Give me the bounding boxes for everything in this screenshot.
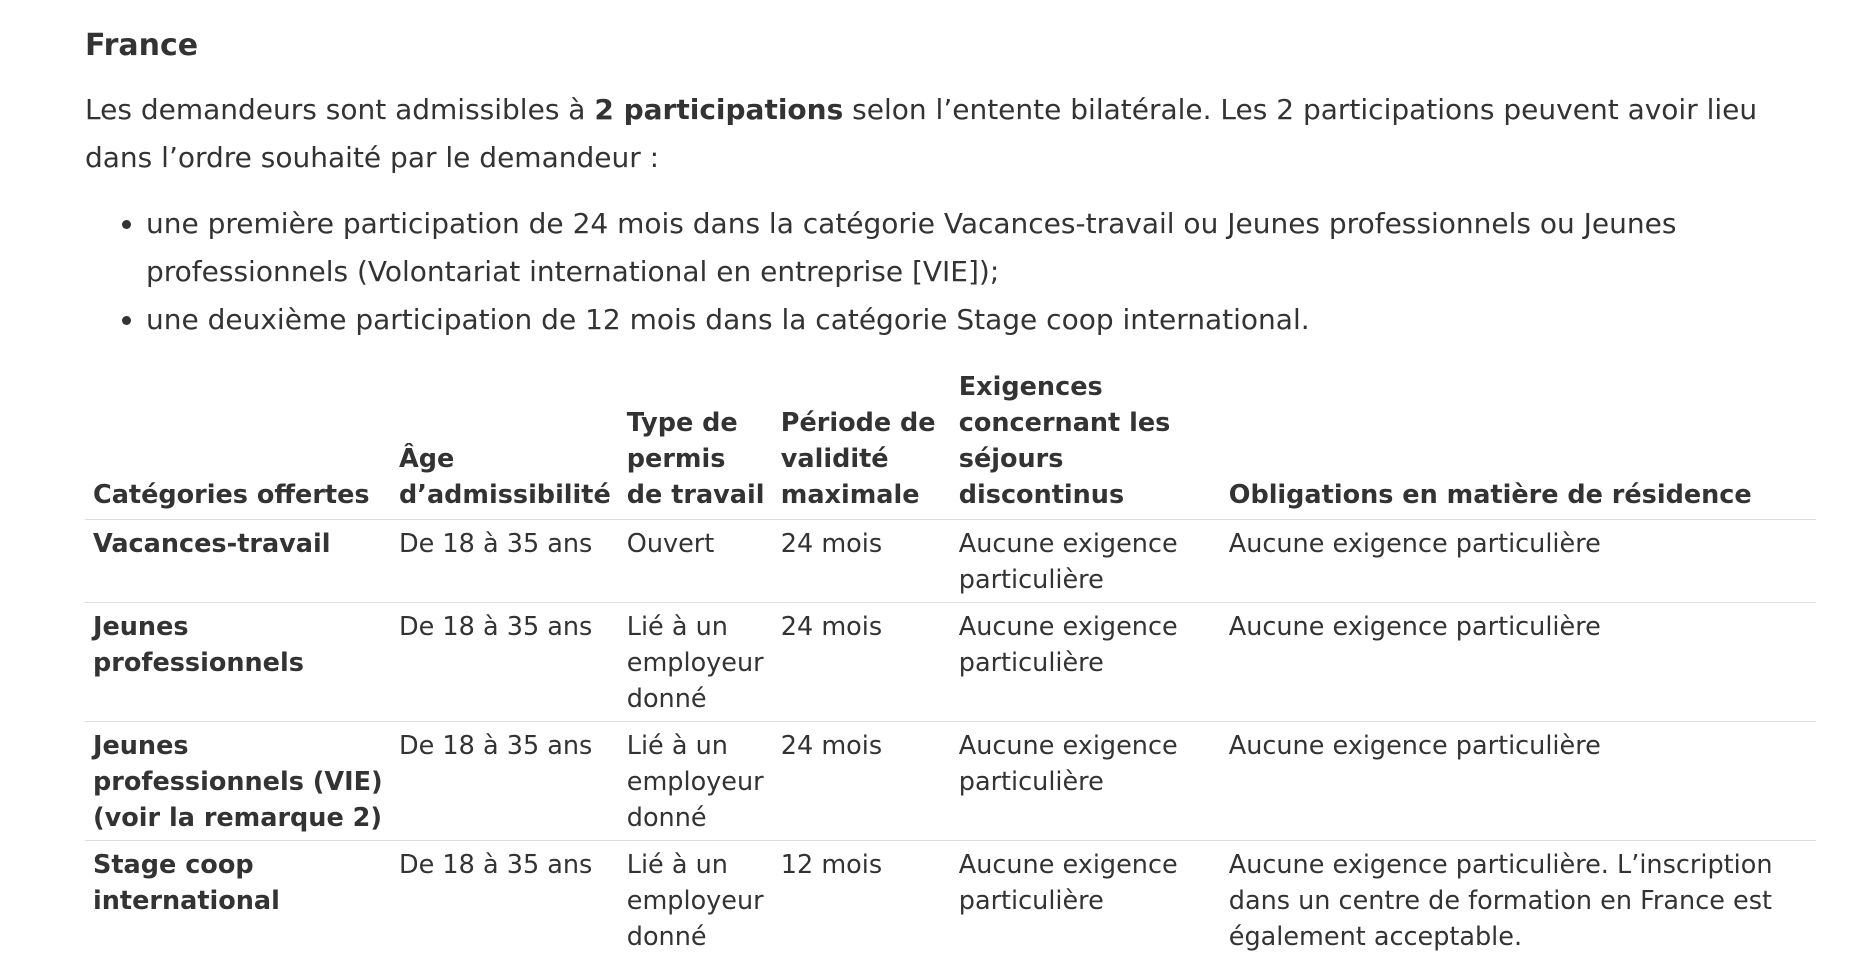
header-residence: Obligations en matière de résidence: [1221, 366, 1816, 520]
cell-age: De 18 à 35 ans: [391, 603, 619, 722]
intro-bold-participations: 2 participations: [594, 93, 843, 126]
header-validity: Période de validité maximale: [773, 366, 951, 520]
cell-discontinuous: Aucune exigence particulière: [951, 520, 1221, 603]
cell-permit-type: Lié à un employeur donné: [619, 603, 773, 722]
table-header-row: [85, 366, 1816, 520]
cell-category: Stage coop international: [85, 841, 391, 959]
france-section: [85, 24, 1815, 959]
section-title: France: [85, 24, 1815, 68]
table-row: [85, 520, 1816, 603]
header-age: Âge d’admissibilité: [391, 366, 619, 520]
cell-validity: 12 mois: [773, 841, 951, 959]
cell-permit-type: Lié à un employeur donné: [619, 722, 773, 841]
cell-validity: 24 mois: [773, 722, 951, 841]
cell-discontinuous: Aucune exigence particulière: [951, 722, 1221, 841]
cell-category: Vacances-travail: [85, 520, 391, 603]
header-discontinuous: Exigences concernant les séjours discontinus: [951, 366, 1221, 520]
cell-category: Jeunes professionnels (VIE) (voir la remarque 2): [85, 722, 391, 841]
cell-category: Jeunes professionnels: [85, 603, 391, 722]
table-row: [85, 603, 1816, 722]
header-category: Catégories offertes: [85, 366, 391, 520]
cell-residence: Aucune exigence particulière. L’inscription dans un centre de formation en France est également acceptable.: [1221, 841, 1816, 959]
intro-paragraph: [85, 86, 1815, 182]
intro-text-after: selon l’entente bilatérale. Les 2 participations peuvent avoir lieu dans l’ordre souhaité par le demandeur :: [85, 93, 1757, 174]
cell-residence: Aucune exigence particulière: [1221, 520, 1816, 603]
list-item: • une deuxième participation de 12 mois dans la catégorie Stage coop international.: [146, 296, 1815, 344]
cell-validity: 24 mois: [773, 520, 951, 603]
cell-discontinuous: Aucune exigence particulière: [951, 841, 1221, 959]
participation-list: [85, 200, 1815, 344]
cell-residence: Aucune exigence particulière: [1221, 603, 1816, 722]
cell-age: De 18 à 35 ans: [391, 841, 619, 959]
list-item: • une première participation de 24 mois dans la catégorie Vacances-travail ou Jeunes professionnels ou Jeunes professionnels (Volontariat international en entreprise [VIE]);: [146, 200, 1815, 296]
cell-permit-type: Ouvert: [619, 520, 773, 603]
cell-residence: Aucune exigence particulière: [1221, 722, 1816, 841]
cell-discontinuous: Aucune exigence particulière: [951, 603, 1221, 722]
table-row: [85, 841, 1816, 959]
cell-age: De 18 à 35 ans: [391, 722, 619, 841]
intro-text-before: Les demandeurs sont admissibles à: [85, 93, 594, 126]
header-permit-type: Type de permis de travail: [619, 366, 773, 520]
cell-validity: 24 mois: [773, 603, 951, 722]
table-row: [85, 722, 1816, 841]
categories-table: [85, 366, 1816, 959]
cell-permit-type: Lié à un employeur donné: [619, 841, 773, 959]
cell-age: De 18 à 35 ans: [391, 520, 619, 603]
